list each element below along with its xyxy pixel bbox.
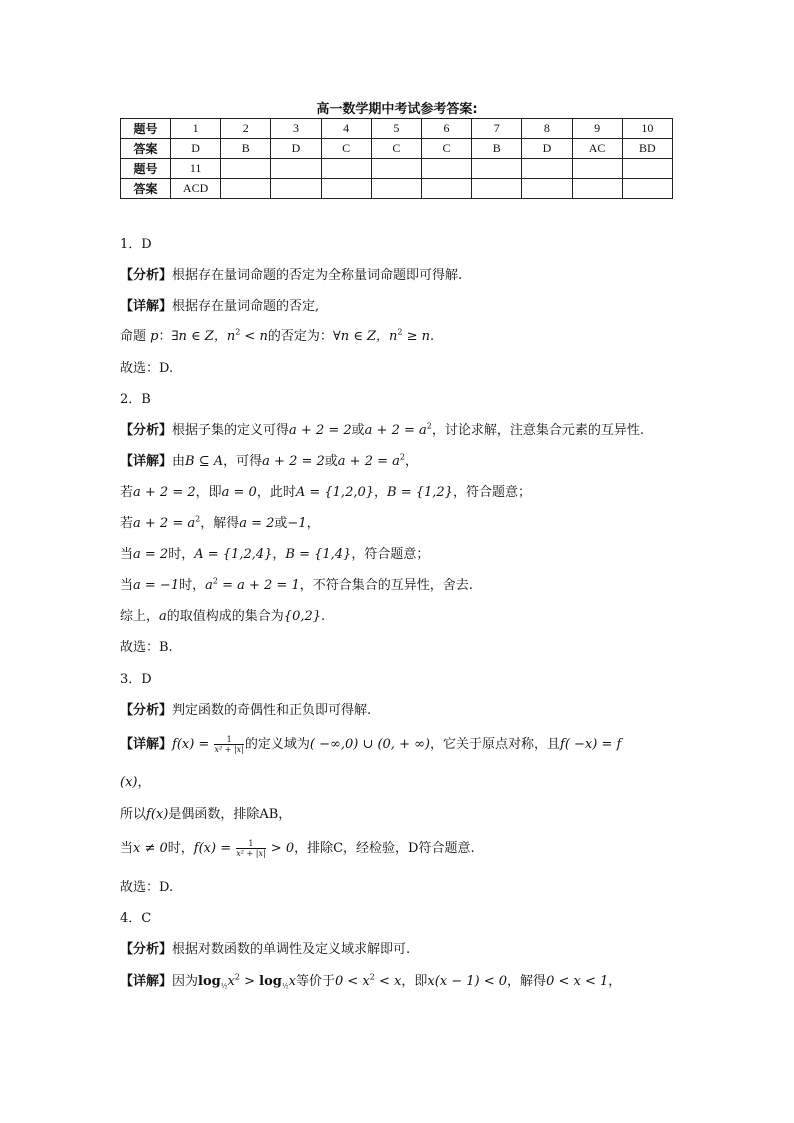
math: a + 2 = a (133, 516, 196, 531)
fraction-numerator: 1 (236, 839, 265, 849)
math: A = {1,2,4} (194, 547, 273, 562)
math: n ∈ Z，n (178, 329, 236, 344)
solution-tag: 【详解】 (120, 454, 173, 469)
text: ，即 (401, 974, 428, 989)
table-cell: 4 (321, 119, 371, 139)
table-row (121, 139, 673, 159)
table-cell (371, 159, 421, 179)
math: p (150, 329, 159, 344)
text: ，不符合集合的互异性，舍去. (299, 578, 473, 593)
table-cell: C (371, 139, 421, 159)
math: a + 2 = 2 (262, 454, 325, 469)
q3-choice: 故选：D. (120, 880, 174, 895)
answer-table (120, 118, 673, 199)
math: ( −∞,0) ∪ (0, + ∞) (309, 737, 430, 752)
table-row (121, 119, 673, 139)
math: a + 2 = a (337, 454, 400, 469)
table-cell: D (271, 139, 321, 159)
math: A = {1,2,0} (295, 485, 375, 500)
analysis-tag: 【分析】 (120, 703, 173, 718)
table-cell (421, 159, 471, 179)
math: f(x) (146, 807, 169, 822)
page-title: 高一数学期中考试参考答案: (316, 102, 478, 117)
text: 时， (179, 578, 206, 593)
math: a = 0 (221, 485, 257, 500)
table-cell: 9 (572, 119, 622, 139)
table-cell: D (171, 139, 221, 159)
text: 综上， (120, 609, 160, 624)
q3-positive (120, 837, 720, 858)
analysis-tag: 【分析】 (120, 423, 173, 438)
q2-solution: 【详解】由B ⊆ A，可得a + 2 = 2或$a + 2 = a^2$， (120, 452, 418, 469)
table-cell (321, 179, 371, 199)
math: {0,2} (283, 609, 322, 624)
text: ，讨论求解，注意集合元素的互异性. (431, 423, 644, 438)
q4-analysis (120, 938, 720, 957)
q1-solution (120, 295, 720, 314)
math: f(x) = (172, 737, 214, 752)
text: 或 (274, 516, 288, 531)
text: 或 (324, 454, 338, 469)
text: 当 (120, 547, 134, 562)
table-cell (271, 179, 321, 199)
table-cell: 3 (271, 119, 321, 139)
text: 或 (351, 423, 365, 438)
text: 当 (120, 578, 134, 593)
math: ≥ n. (402, 329, 435, 344)
math: a + 2 = 2 (133, 485, 196, 500)
table-cell: 1 (171, 119, 221, 139)
row-header: 答案 (121, 139, 171, 159)
table-cell: 8 (522, 119, 572, 139)
math: a (205, 578, 213, 593)
table-cell (622, 179, 672, 199)
q4-solution: 【详解】因为$\log_{\frac{1}{2}}x^2 > \log_{\frac{1}{2}}x$等价于$0 < x^2 < x$，即x(x − 1) < 0，解得0 < x < 1， (120, 972, 622, 991)
fraction-numerator: 1 (214, 735, 243, 745)
table-cell: ACD (171, 179, 221, 199)
text: ， (272, 547, 286, 562)
math: 0 < x < 1 (546, 974, 609, 989)
q3-solution-cont (120, 771, 720, 790)
text: ，解得 (507, 974, 547, 989)
text: 的定义域为 (244, 737, 310, 752)
q3-solution (120, 733, 720, 754)
table-cell (522, 179, 572, 199)
text: 因为 (172, 974, 199, 989)
log-base: ½ (220, 982, 228, 991)
table-cell (472, 159, 522, 179)
q1-heading: 1．D (120, 237, 152, 252)
table-cell: AC (572, 139, 622, 159)
math: = a + 2 = 1 (217, 578, 300, 593)
solution-tag: 【详解】 (120, 737, 173, 752)
math: a + 2 = 2 (289, 423, 352, 438)
text: ，即 (195, 485, 222, 500)
text: ，可得 (223, 454, 263, 469)
fraction (236, 839, 265, 858)
math: f(x) = (193, 841, 236, 856)
math: B = {1,2} (387, 485, 453, 500)
table-cell (221, 159, 271, 179)
math: > 0 (266, 841, 295, 856)
q3-analysis (120, 699, 720, 718)
table-cell (622, 159, 672, 179)
analysis-text: 根据对数函数的单调性及定义域求解即可. (172, 942, 411, 957)
text: ， (608, 974, 622, 989)
fraction-denominator: x² + |x| (214, 745, 244, 754)
text: 由 (172, 454, 186, 469)
table-cell (321, 159, 371, 179)
text: ，它关于原点对称，且 (430, 737, 561, 752)
q2-choice: 故选：B. (120, 640, 173, 655)
text: 等价于 (295, 974, 335, 989)
table-cell: B (221, 139, 271, 159)
math: (x) (120, 775, 138, 790)
table-cell (572, 159, 622, 179)
table-cell: 2 (221, 119, 271, 139)
text: 是偶函数，排除AB， (168, 807, 292, 822)
math: x (227, 974, 235, 989)
table-row (121, 179, 673, 199)
math: > (239, 974, 260, 989)
math: a + 2 = a (364, 423, 427, 438)
math: x ≠ 0 (133, 841, 168, 856)
analysis-text: 根据存在量词命题的否定为全称量词命题即可得解. (172, 268, 463, 283)
text: 根据子集的定义可得 (172, 423, 290, 438)
text: ，排除C，经检验，D符合题意. (294, 841, 475, 856)
text: ：∃ (158, 329, 179, 344)
q2-heading: 2．B (120, 392, 151, 407)
math: log (198, 974, 221, 989)
math: B = {1,4} (285, 547, 352, 562)
analysis-tag: 【分析】 (120, 268, 173, 283)
row-header: 题号 (121, 119, 171, 139)
table-cell (371, 179, 421, 199)
table-cell: 11 (171, 159, 221, 179)
table-cell: BD (622, 139, 672, 159)
math: x (288, 974, 296, 989)
fraction-denominator: x² + |x| (236, 849, 266, 858)
table-cell (522, 159, 572, 179)
q2-case2a (120, 543, 720, 562)
math: a = 2 (239, 516, 275, 531)
fraction (214, 735, 243, 754)
log-base: ½ (281, 982, 289, 991)
text: . (321, 609, 326, 624)
text: 命题 (120, 329, 151, 344)
solution-tag: 【详解】 (120, 974, 173, 989)
table-cell: C (421, 139, 471, 159)
text: ， (306, 516, 320, 531)
table-cell (421, 179, 471, 199)
math: 0 < x (335, 974, 370, 989)
q3-heading: 3．D (120, 672, 152, 687)
table-cell (572, 179, 622, 199)
table-row (121, 159, 673, 179)
text: 时， (167, 841, 194, 856)
math: a = −1 (133, 578, 180, 593)
text: ， (374, 485, 388, 500)
math: x(x − 1) < 0 (427, 974, 508, 989)
math: n ∈ Z，n (340, 329, 398, 344)
q2-conclusion (120, 605, 720, 624)
analysis-text: 判定函数的奇偶性和正负即可得解. (172, 703, 372, 718)
table-cell (472, 179, 522, 199)
table-cell: D (522, 139, 572, 159)
q3-even (120, 803, 720, 822)
table-cell: 5 (371, 119, 421, 139)
text: ， (404, 454, 418, 469)
row-header: 题号 (121, 159, 171, 179)
q2-analysis: 【分析】根据子集的定义可得a + 2 = 2或$a + 2 = a^2$，讨论求解，注意集合元素的互异性. (120, 421, 644, 438)
row-header: 答案 (121, 179, 171, 199)
q1-negation-line: 命题 p：∃n ∈ Z，$n^2 < n$的否定为：∀n ∈ Z，$n^2 \ge n$. (120, 327, 435, 344)
math: < x (374, 974, 402, 989)
text: ，此时 (256, 485, 296, 500)
text: ，解得 (200, 516, 240, 531)
text: ， (137, 775, 151, 790)
text: 当 (120, 841, 134, 856)
math: −1 (287, 516, 307, 531)
text: 时， (168, 547, 195, 562)
table-cell (221, 179, 271, 199)
table-cell (271, 159, 321, 179)
table-cell: C (321, 139, 371, 159)
q1-choice: 故选：D. (120, 361, 174, 376)
q1-analysis (120, 264, 720, 283)
table-cell: 7 (472, 119, 522, 139)
text: 的取值构成的集合为 (166, 609, 284, 624)
q2-case1 (120, 481, 720, 500)
math: a = 2 (133, 547, 169, 562)
q2-case2b: 当a = −1时，$a^2 = a + 2 = 1$，不符合集合的互异性，舍去. (120, 576, 473, 593)
text: 所以 (120, 807, 147, 822)
text: 若 (120, 516, 134, 531)
text: 的否定为：∀ (267, 329, 341, 344)
table-cell: 6 (421, 119, 471, 139)
table-cell: 10 (622, 119, 672, 139)
solution-text: 根据存在量词命题的否定, (172, 299, 320, 314)
math: B ⊆ A (185, 454, 224, 469)
math: < n (240, 329, 268, 344)
solution-tag: 【详解】 (120, 299, 173, 314)
text: 若 (120, 485, 134, 500)
math: a (159, 609, 167, 624)
analysis-tag: 【分析】 (120, 942, 173, 957)
math: f( −x) = f (560, 737, 622, 752)
math: log (259, 974, 282, 989)
table-cell: B (472, 139, 522, 159)
text: ，符合题意； (452, 485, 531, 500)
q4-heading: 4．C (120, 911, 152, 926)
q2-case2: 若$a + 2 = a^2$，解得a = 2或−1， (120, 514, 320, 531)
text: ，符合题意； (351, 547, 430, 562)
